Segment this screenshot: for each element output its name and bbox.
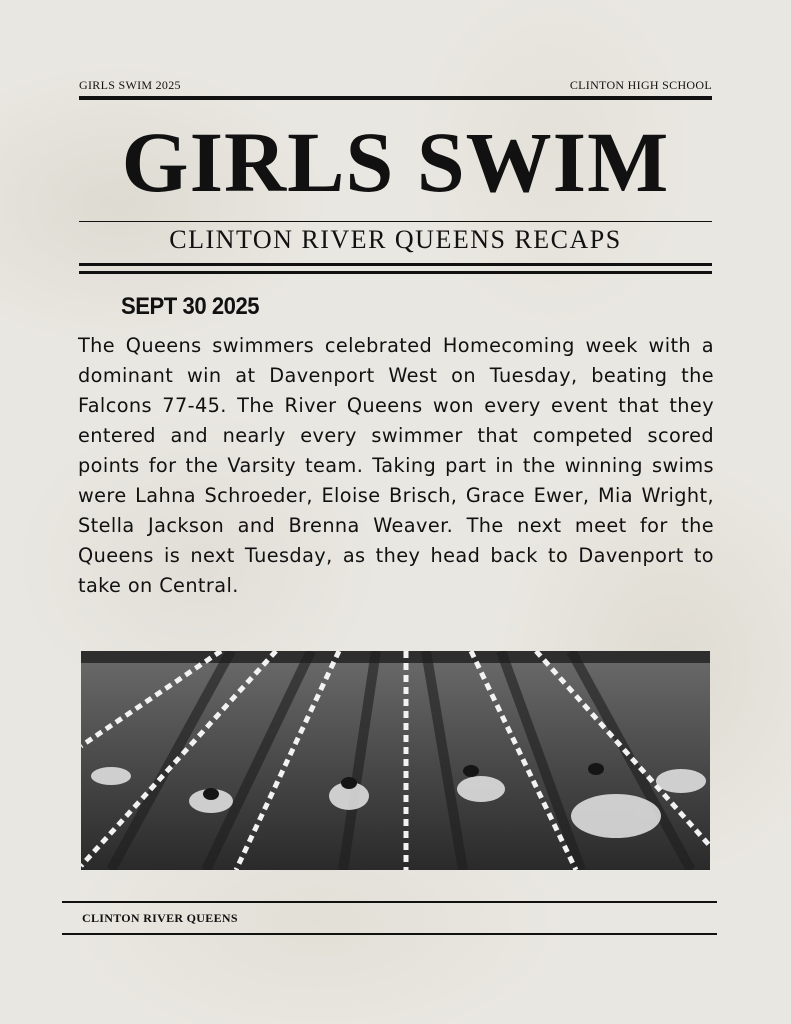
footer-rule-top <box>62 901 717 903</box>
article-body: The Queens swimmers celebrated Homecoming week with a dominant win at Davenport West on Tuesday, beating the Falcons 77-45. The River Queens won every event that they entered and nearly every swimmer that competed scored points for the Varsity team. Taking part in the winning swims were Lahna Schroeder, Eloise Brisch, Grace Ewer, Mia Wright, Stella Jackson and Brenna Weaver. The next meet for the Queens is next Tuesday, as they head back to Davenport to take on Central. <box>78 334 714 597</box>
footer-label: CLINTON RIVER QUEENS <box>82 911 238 925</box>
subtitle-rule-top <box>79 221 712 222</box>
header-right-label: CLINTON HIGH SCHOOL <box>569 78 712 92</box>
footer-rule-bottom <box>62 933 717 935</box>
header-left-label: GIRLS SWIM 2025 <box>79 78 181 92</box>
masthead-subtitle: CLINTON RIVER QUEENS RECAPS <box>169 225 622 254</box>
swim-race-photo <box>81 651 710 870</box>
article-date: SEPT 30 2025 <box>121 293 260 320</box>
header-rule <box>79 96 712 100</box>
subtitle-rule-bottom-2 <box>79 271 712 274</box>
masthead-title: GIRLS SWIM <box>121 114 670 210</box>
subtitle-rule-bottom-1 <box>79 263 712 266</box>
